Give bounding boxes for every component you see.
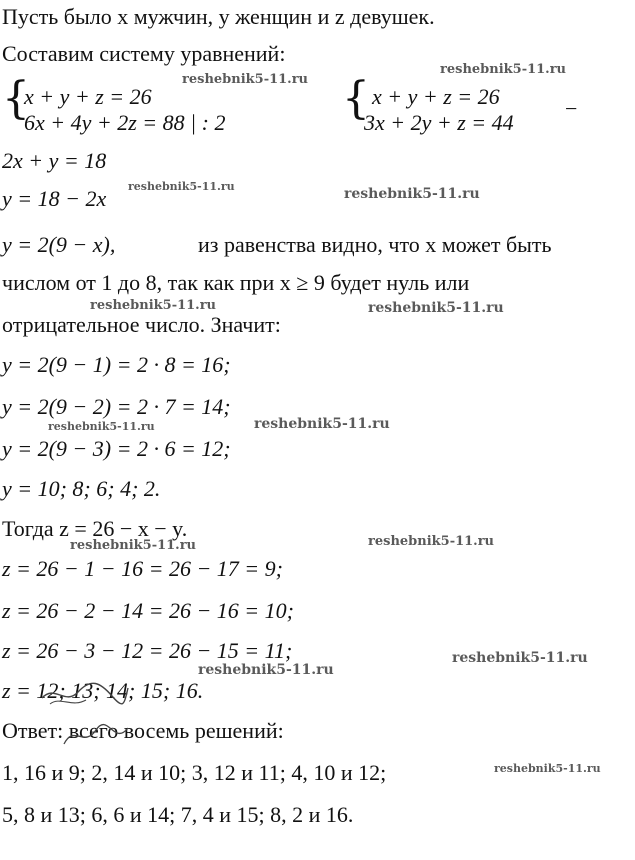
remark-line-b: числом от 1 до 8, так как при x ≥ 9 будет нуль или [2,270,470,295]
solutions-row-1: 1, 16 и 9; 2, 14 и 10; 3, 12 и 11; 4, 10 и 12; [2,760,387,785]
remark-line-c: отрицательное число. Значит: [2,312,281,337]
system1-eq2: 6x + 4y + 2z = 88 | : 2 [24,110,226,135]
watermark: reshebnik5-11.ru [344,186,480,202]
watermark: reshebnik5-11.ru [198,662,334,678]
intro-line: Пусть было x мужчин, y женщин и z девушек. [2,4,435,29]
subtract-sign: − [565,96,578,121]
left-brace-icon: { [2,73,30,124]
z-value-line: z = 26 − 1 − 16 = 26 − 17 = 9; [2,556,283,581]
watermark: reshebnik5-11.ru [48,420,155,433]
handwriting-scribble [40,678,130,708]
derive-line-2: y = 18 − 2x [2,186,107,211]
watermark: reshebnik5-11.ru [70,538,197,553]
z-value-line: z = 26 − 3 − 12 = 26 − 15 = 11; [2,638,293,663]
left-brace-icon: { [342,73,370,124]
system2-eq2: 3x + 2y + z = 44 [364,110,514,135]
watermark: reshebnik5-11.ru [368,534,495,549]
z-value-line: z = 12; 13; 14; 15; 16. [2,678,204,703]
watermark: reshebnik5-11.ru [368,300,504,316]
watermark: reshebnik5-11.ru [452,650,588,666]
remark-line-a: из равенства видно, что x может быть [198,232,552,257]
solutions-row-2: 5, 8 и 13; 6, 6 и 14; 7, 4 и 15; 8, 2 и 16. [2,802,354,827]
handwriting-scribble [62,720,132,750]
system2-eq1: x + y + z = 26 [372,84,500,109]
y-value-line: y = 10; 8; 6; 4; 2. [2,476,161,501]
y-factored: y = 2(9 − x), [2,232,116,257]
watermark: reshebnik5-11.ru [128,180,235,193]
y-value-line: y = 2(9 − 3) = 2 · 6 = 12; [2,436,231,461]
watermark: reshebnik5-11.ru [254,416,390,432]
derive-line-1: 2x + y = 18 [2,148,107,173]
z-value-line: z = 26 − 2 − 14 = 26 − 16 = 10; [2,598,294,623]
y-value-line: y = 2(9 − 2) = 2 · 7 = 14; [2,394,231,419]
watermark: reshebnik5-11.ru [494,762,601,775]
system-heading: Составим систему уравнений: [2,41,286,66]
watermark: reshebnik5-11.ru [440,62,567,77]
watermark: reshebnik5-11.ru [90,298,217,313]
answer-label: Ответ: всего восемь решений: [2,718,284,743]
then-z-line: Тогда z = 26 − x − y. [2,516,188,541]
y-value-line: y = 2(9 − 1) = 2 · 8 = 16; [2,352,231,377]
system1-eq1: x + y + z = 26 [24,84,152,109]
watermark: reshebnik5-11.ru [182,72,309,87]
